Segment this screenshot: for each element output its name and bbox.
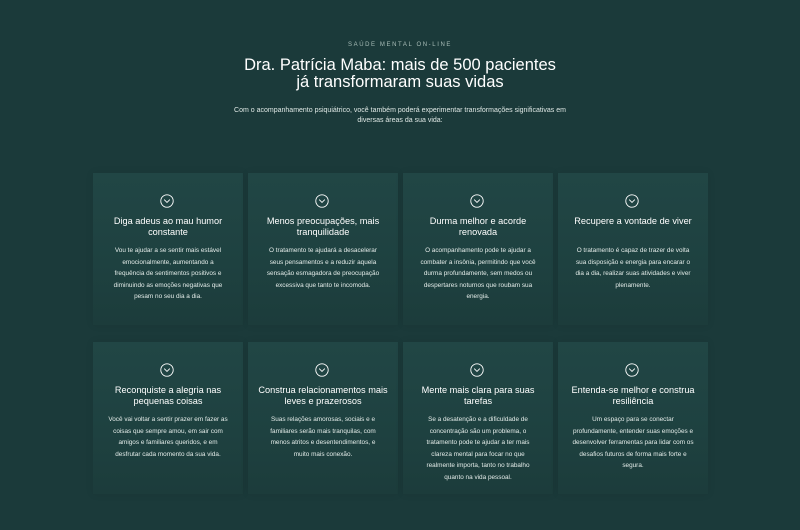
benefit-card-text: Suas relações amorosas, sociais e e familiares serão mais tranquilas, com menos atritos e desentendimentos, e muito mais conexão. bbox=[270, 416, 376, 458]
chevron-down-circle-icon[interactable] bbox=[625, 363, 639, 377]
benefit-card-title: Recupere a vontade de viver bbox=[574, 216, 692, 226]
chevron-down-circle-icon[interactable] bbox=[625, 194, 639, 208]
page-title-line-1: Dra. Patrícia Maba: mais de 500 pacientes bbox=[244, 56, 556, 74]
benefit-card-relationships bbox=[248, 342, 398, 494]
benefit-card-text: O tratamento te ajudará a desacelerar seus pensamentos e a reduzir aquela sensação esmagadora de preocupação excessiva que tanto te incomoda. bbox=[266, 247, 380, 289]
page-title-line-2: já transformaram suas vidas bbox=[296, 73, 504, 91]
chevron-down-circle-icon[interactable] bbox=[470, 194, 484, 208]
benefit-card-text: Se a desatenção e a dificuldade de concentração são um problema, o tratamento pode te ajudar a ter mais clareza mental para focar no que realmente importa, tanto no trabalho quanto na vida pessoal. bbox=[426, 416, 530, 481]
benefit-card-text: Vou te ajudar a se sentir mais estável emocionalmente, aumentando a frequência de sentimentos positivos e diminuindo as emoções negativas que pesam no seu dia a dia. bbox=[113, 247, 223, 300]
benefit-card-mood bbox=[93, 173, 243, 325]
benefit-card-title: Construa relacionamentos mais leves e prazerosos bbox=[258, 385, 388, 406]
benefit-card-sleep bbox=[403, 173, 553, 325]
eyebrow-label: SAÚDE MENTAL ON-LINE bbox=[347, 42, 452, 48]
chevron-down-circle-icon[interactable] bbox=[315, 363, 329, 377]
benefit-card-text: O tratamento é capaz de trazer de volta sua disposição e energia para encarar o dia a dia, realizar suas atividades e viver plenamente. bbox=[575, 247, 691, 289]
benefit-card-joy bbox=[93, 342, 243, 494]
benefit-card-text: Você vai voltar a sentir prazer em fazer as coisas que sempre amou, em sair com amigos e familiares queridos, e em desfrutar cada momento da sua vida. bbox=[108, 416, 228, 458]
benefit-card-worries bbox=[248, 173, 398, 325]
benefit-card-title: Menos preocupações, mais tranquilidade bbox=[266, 216, 380, 237]
benefit-card-title: Mente mais clara para suas tarefas bbox=[421, 385, 535, 406]
benefit-card-title: Durma melhor e acorde renovada bbox=[429, 216, 527, 237]
benefit-card-title: Diga adeus ao mau humor constante bbox=[113, 216, 223, 237]
page-title bbox=[0, 57, 800, 91]
chevron-down-circle-icon[interactable] bbox=[160, 194, 174, 208]
chevron-down-circle-icon[interactable] bbox=[315, 194, 329, 208]
benefit-card-resilience bbox=[558, 342, 708, 494]
benefit-card-will-to-live bbox=[558, 173, 708, 325]
benefit-card-title: Reconquiste a alegria nas pequenas coisas bbox=[114, 385, 222, 406]
chevron-down-circle-icon[interactable] bbox=[470, 363, 484, 377]
page-subtitle: Com o acompanhamento psiquiátrico, você também poderá experimentar transformações significativas em diversas áreas da sua vida: bbox=[234, 107, 566, 124]
chevron-down-circle-icon[interactable] bbox=[160, 363, 174, 377]
benefit-card-clear-mind bbox=[403, 342, 553, 494]
benefit-card-title: Entenda-se melhor e construa resiliência bbox=[571, 385, 695, 406]
benefit-card-text: O acompanhamento pode te ajudar a combater a insônia, permitindo que você durma profundamente, sem medos ou despertares noturnos que roubam sua energia. bbox=[420, 247, 536, 300]
benefit-card-text: Um espaço para se conectar profundamente, entender suas emoções e desenvolver ferramentas para lidar com os desafios futuros de forma mais forte e segura. bbox=[572, 416, 694, 469]
